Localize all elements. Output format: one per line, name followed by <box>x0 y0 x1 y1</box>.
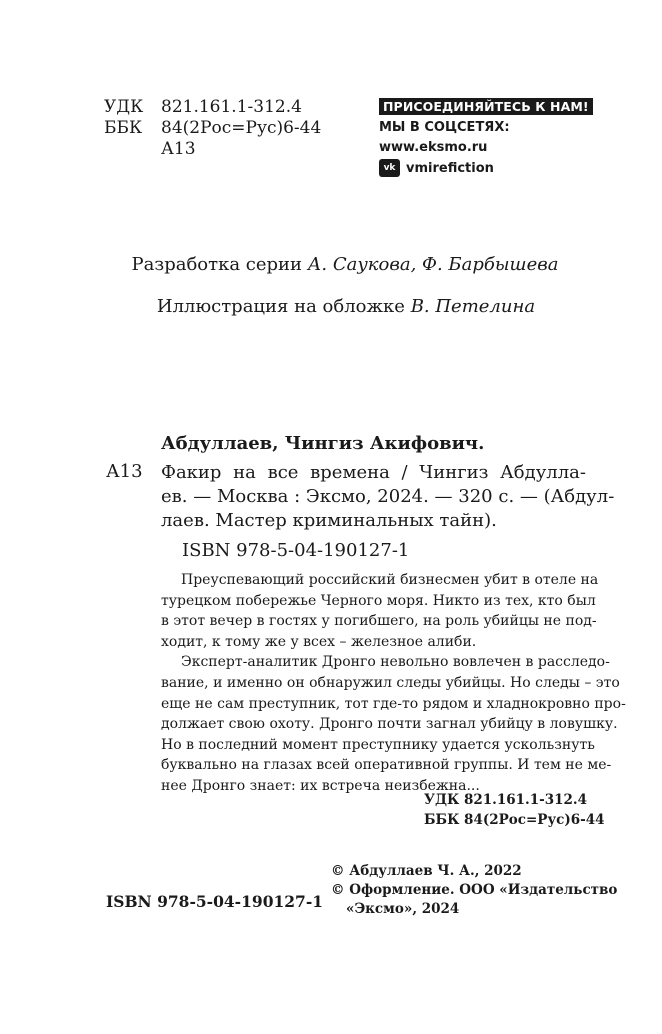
site-link[interactable]: www.eksmo.ru <box>379 140 488 155</box>
cover-label: Иллюстрация на обложке <box>156 296 405 317</box>
cover-name: В. Петелина <box>410 296 536 317</box>
udk-label: УДК <box>104 97 144 117</box>
annotation <box>161 570 626 797</box>
record-isbn: ISBN 978-5-04-190127-1 <box>182 540 410 561</box>
series-credit <box>0 254 662 275</box>
annotation-line: ходит, к тому же у всех – железное алиби. <box>161 633 477 650</box>
footer-classification <box>424 790 605 830</box>
vk-handle: vmirefiction <box>406 160 494 176</box>
cover-credit <box>0 296 662 317</box>
description-line: Факир на все времена / Чингиз Абдулла- <box>161 462 586 483</box>
copyright-author: © Абдуллаев Ч. А., 2022 <box>331 863 522 879</box>
udk-row <box>104 97 321 118</box>
classification-block <box>104 97 321 160</box>
series-label: Разработка серии <box>131 254 303 275</box>
footer-isbn: ISBN 978-5-04-190127-1 <box>106 892 324 911</box>
copyright-design: © Оформление. ООО «Издательство <box>331 882 618 898</box>
bbk-row <box>104 118 321 139</box>
record-code: А13 <box>106 461 143 482</box>
author-mark-row <box>104 139 321 160</box>
bbk-value: 84(2Рос=Рус)6-44 <box>161 118 322 138</box>
copyright-design-cont: «Эксмо», 2024 <box>346 901 460 917</box>
bbk-label: ББК <box>104 118 143 138</box>
social-heading: МЫ В СОЦСЕТЯХ: <box>379 120 510 135</box>
footer-bbk: ББК 84(2Рос=Рус)6-44 <box>424 812 605 828</box>
annotation-line: Преуспевающий российский бизнесмен убит в отеле на <box>181 572 599 588</box>
social-block <box>379 96 593 177</box>
annotation-line: буквально на глазах всей оперативной группы. И тем не ме- <box>161 757 612 774</box>
footer-udk: УДК 821.161.1-312.4 <box>424 792 587 808</box>
annotation-line: должает свою охоту. Дронго почти загнал убийцу в ловушку. <box>161 716 618 733</box>
udk-value: 821.161.1-312.4 <box>161 97 302 117</box>
vk-logo-icon: vk <box>379 159 400 177</box>
annotation-line: в этот вечер в гостях у погибшего, на роль убийцы не под- <box>161 613 597 630</box>
join-banner: ПРИСОЕДИНЯЙТЕСЬ К НАМ! <box>379 98 593 115</box>
annotation-line: турецком побережье Черного моря. Никто из тех, кто был <box>161 592 596 609</box>
annotation-line: нее Дронго знает: их встреча неизбежна... <box>161 777 480 794</box>
description-line: ев. — Москва : Эксмо, 2024. — 320 с. — (Абдул- <box>161 486 615 507</box>
record-author: Абдуллаев, Чингиз Акифович. <box>161 433 485 454</box>
description-line: лаев. Мастер криминальных тайн). <box>161 510 497 531</box>
copyright-block <box>331 862 617 919</box>
series-names: А. Саукова, Ф. Барбышева <box>307 254 559 275</box>
author-mark: А13 <box>161 139 196 159</box>
annotation-line: Но в последний момент преступнику удается ускользнуть <box>161 736 595 753</box>
record-description <box>161 461 615 533</box>
vk-link[interactable] <box>379 159 593 177</box>
annotation-line: еще не сам преступник, тот где-то рядом и хладнокровно про- <box>161 695 626 712</box>
annotation-line: вание, и именно он обнаружил следы убийцы. Но следы – это <box>161 674 620 691</box>
annotation-line: Эксперт-аналитик Дронго невольно вовлечен в расследо- <box>181 654 610 671</box>
